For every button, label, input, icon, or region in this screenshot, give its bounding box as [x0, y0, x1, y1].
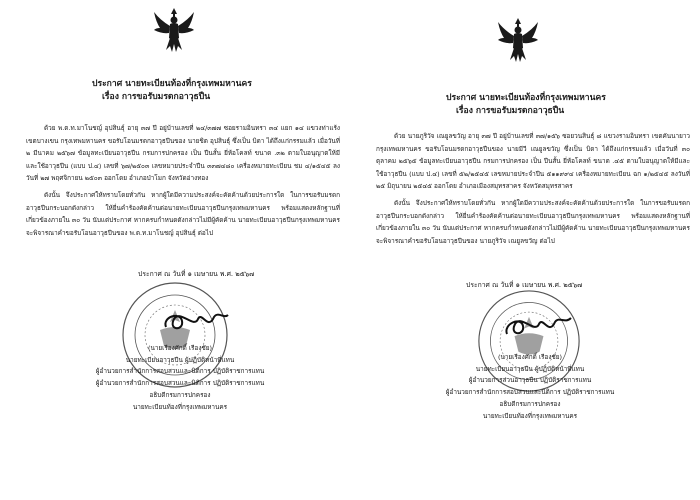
- body-paragraph-2: ดังนั้น จึงประกาศให้ทราบโดยทั่วกัน หากผู้ใดมีความประสงค์จะคัดค้านด้วยประการใด ในการขอรับมรดกอาวุธปืนกระบอกดังกล่าว ให้ยื่นคำร้องคัดค้านต่อนายทะเบียนอาวุธปืนกรุงเทพมหานคร พร้อมแสดงหลักฐานที่เกี่ยวข้องภายใน ๓๐ วัน นับแต่ประกาศ หากครบกำหนดดังกล่าวไม่มีผู้คัดค้าน นายทะเบียนอาวุธปืนกรุงเทพมหานครจะพิจารณาคำขอรับโอนอาวุธปืนของ นายภูริวัจ เณยูลขวัญ ต่อไป: [376, 198, 690, 245]
- header-title: ประกาศ นายทะเบียนท้องที่กรุงเทพมหานคร: [446, 93, 606, 103]
- signer-title-1: นายทะเบียนอาวุธปืน ผู้ปฏิบัติหน้าที่แทน: [475, 364, 585, 373]
- notice-header: [92, 78, 252, 104]
- signatory-block: [80, 343, 280, 413]
- signature-mark: [158, 305, 230, 337]
- header-subject: เรื่อง การขอรับมรดกอาวุธปืน: [102, 92, 211, 102]
- body-paragraph-1: ด้วย พ.ต.ท.มาโนชญ์ อุปสินธุ์ อายุ ๓๗ ปี อยู่บ้านเลขที่ ๒๔/๓๗๗ ซอยรามอินทรา ๓๔ แยก ๑๔ แขวงท่าแร้ง เขตบางเขน กรุงเทพมหานคร ขอรับโอนมรดกอาวุธปืนของ นายชิต อุปสินธุ์ ซึ่งเป็น บิดา ได้ถึงแก่กรรมแล้ว เมื่อวันที่ ๒ มีนาคม ๒๕๖๗ ข้อมูลทะเบียนอาวุธปืน กรมการปกครอง เป็น ปืนสั้น ยี่ห้อโคลท์ ขนาด .๓๒ ตามใบอนุญาตให้มีและใช้อาวุธปืน (แบบ ป.๔) เลขที่ ๖๗/๒๕๐๓ เลขหมายประจำปืน ๓๓๗๔๘๐ เครื่องหมายทะเบียน ชม ๔/๑๕๔๕ ลงวันที่ ๒๗ พฤศจิกายน ๒๕๐๓ ออกโดย อำเภอป่าโมก จังหวัดอ่างทอง: [26, 124, 340, 183]
- signer-title-3: ผู้อำนวยการสำนักการสอบสวนและนิติการ ปฏิบัติราชการแทน: [95, 379, 265, 388]
- signer-name: (นายเรืองศักดิ์ เรืองชัย): [147, 344, 213, 352]
- header-title: ประกาศ นายทะเบียนท้องที่กรุงเทพมหานคร: [92, 79, 252, 89]
- garuda-emblem-icon: [152, 6, 196, 56]
- body-paragraph-2: ดังนั้น จึงประกาศให้ทราบโดยทั่วกัน หากผู้ใดมีความประสงค์จะคัดค้านด้วยประการใด ในการขอรับมรดกอาวุธปืนกระบอกดังกล่าว ให้ยื่นคำร้องคัดค้านต่อนายทะเบียนอาวุธปืนกรุงเทพมหานคร พร้อมแสดงหลักฐานที่เกี่ยวข้องภายใน ๓๐ วัน นับแต่ประกาศ หากครบกำหนดดังกล่าวไม่มีผู้คัดค้าน นายทะเบียนอาวุธปืนกรุงเทพมหานครจะพิจารณาคำขอรับโอนอาวุธปืนของ พ.ต.ท.มาโนชญ์ อุปสินธุ์ ต่อไป: [26, 190, 340, 237]
- signer-title-2: ผู้อำนวยการส่วนอาวุธปืน ปฏิบัติราชการแทน: [468, 376, 592, 385]
- notice-body: [26, 122, 340, 243]
- garuda-emblem-icon: [496, 16, 540, 66]
- notice-right: [350, 0, 700, 500]
- header-subject: เรื่อง การขอรับมรดกอาวุธปืน: [456, 106, 565, 116]
- signature-mark: [500, 310, 574, 342]
- signer-title-4: อธิบดีกรมการปกครอง: [149, 390, 211, 399]
- signatory-block: [430, 352, 630, 422]
- signer-title-1: นายทะเบียนอาวุธปืน ผู้ปฏิบัติหน้าที่แทน: [125, 355, 235, 364]
- signer-title-4: อธิบดีกรมการปกครอง: [499, 399, 561, 408]
- announcement-date: ประกาศ ณ วันที่ ๑ เมษายน พ.ศ. ๒๕๖๗: [138, 270, 255, 278]
- notice-header: [446, 92, 606, 118]
- notice-body: [376, 130, 690, 251]
- signer-title-5: นายทะเบียนท้องที่กรุงเทพมหานคร: [132, 402, 228, 411]
- announcement-date: ประกาศ ณ วันที่ ๑ เมษายน พ.ศ. ๒๕๖๗: [466, 281, 583, 289]
- signer-name: (นายเรืองศักดิ์ เรืองชัย): [497, 353, 563, 361]
- signer-title-5: นายทะเบียนท้องที่กรุงเทพมหานคร: [482, 411, 578, 420]
- signer-title-3: ผู้อำนวยการสำนักการสอบสวนและนิติการ ปฏิบัติราชการแทน: [445, 388, 615, 397]
- signer-title-2: ผู้อำนวยการสำนักการสอบสวนและนิติการ ปฏิบัติราชการแทน: [95, 367, 265, 376]
- body-paragraph-1: ด้วย นายภูริวัจ เณยูลขวัญ อายุ ๓๗ ปี อยู่บ้านเลขที่ ๓๗/๑๕๖ ซอยวนสินธุ์ ๘ แขวงรามอินทรา เขตคันนายาว กรุงเทพมหานคร ขอรับโอนมรดกอาวุธปืนของ นายมีวี เณยูลขวัญ ซึ่งเป็น บิดา ได้ถึงแก่กรรมแล้ว เมื่อวันที่ ๓๐ ตุลาคม ๒๕๖๕ ข้อมูลทะเบียนอาวุธปืน กรมการปกครอง เป็น ปืนสั้น ยี่ห้อโคลท์ ขนาด .๔๕ ตามใบอนุญาตให้มีและใช้อาวุธปืน (แบบ ป.๔) เลขที่ ๕๒/๒๕๔๕ เลขหมายประจำปืน ๕๑๑๙๙๔ เครื่องหมายทะเบียน ฉก ๑/๒๕๔๕ ลงวันที่ ๒๕ มิถุนายน ๒๕๔๕ ออกโดย อำเภอเมืองสมุทรสาคร จังหวัดสมุทรสาคร: [376, 132, 690, 191]
